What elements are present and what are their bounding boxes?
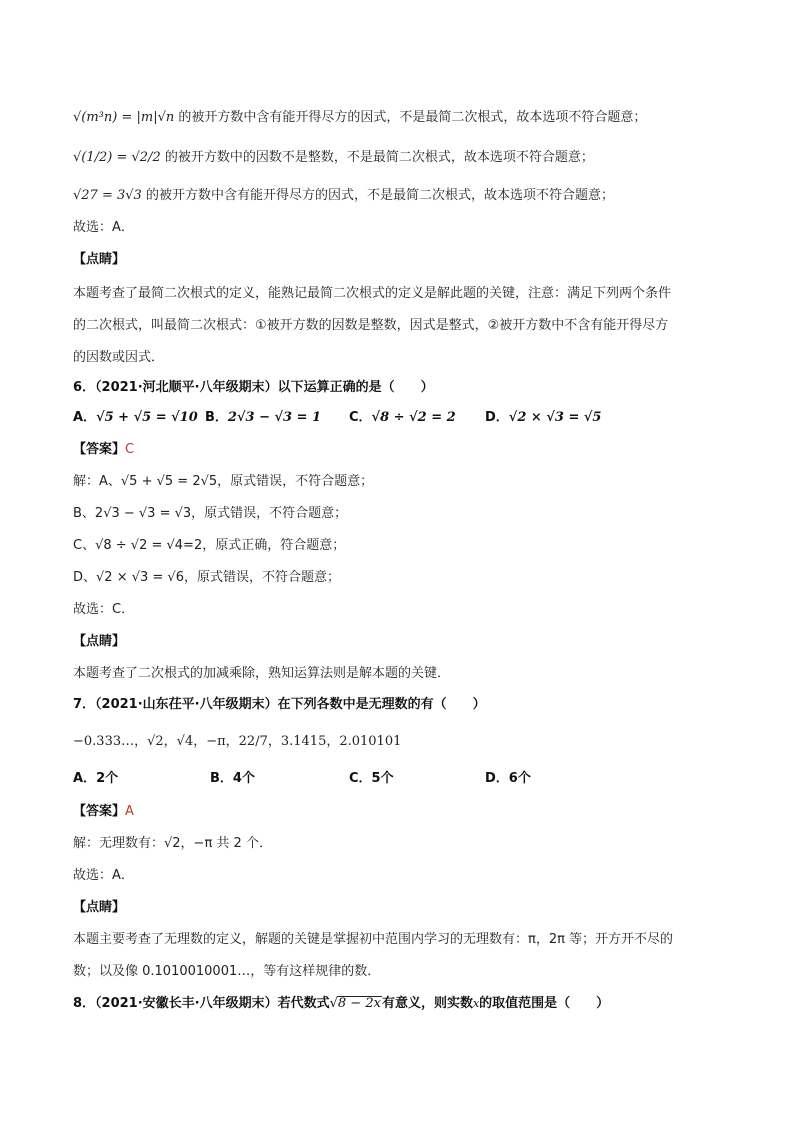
q5-option-c-explanation <box>73 150 594 166</box>
q7-option-a <box>73 771 118 787</box>
q6-comment: 本题考查了二次根式的加减乘除，熟知运算法则是解本题的关键． <box>73 666 451 681</box>
q6-option-c <box>349 410 499 426</box>
q8-stem-part-2: 有意义，则实数 <box>381 996 473 1011</box>
q6-answer <box>73 442 134 458</box>
q7-option-d-text: 6个 <box>508 771 531 786</box>
q6-solution-a: 解：A、√5 + √5 = 2√5，原式错误，不符合题意； <box>73 474 374 489</box>
q7-comment-line-1: 本题主要考查了无理数的定义，解题的关键是掌握初中范围内学习的无理数有：π，2π 等；开方开不尽的 <box>73 932 674 947</box>
q7-choice: 故选：A． <box>73 868 134 883</box>
q6-solution-d: D、√2 × √3 = √6，原式错误，不符合题意； <box>73 570 340 585</box>
q6-option-b-expr: 2√3 − √3 = 1 <box>227 410 322 425</box>
q8-variable: x <box>472 997 480 1010</box>
q7-answer <box>73 804 134 820</box>
q7-option-d <box>485 771 531 787</box>
q6-option-b-label: B． <box>205 410 228 425</box>
q5-b-expression: √(m³n) = |m|√n <box>73 110 175 125</box>
q6-stem: 6．（2021·河北顺平·八年级期末）以下运算正确的是（ ） <box>73 380 434 395</box>
q8-stem <box>73 996 609 1012</box>
q7-option-c <box>349 771 394 787</box>
q7-option-d-label: D． <box>485 771 509 786</box>
q5-choice: 故选：A． <box>73 220 134 235</box>
q7-answer-tag: 【答案】 <box>73 804 126 819</box>
q6-option-d <box>485 410 645 426</box>
q6-solution-c: C、√8 ÷ √2 = √4=2，原式正确，符合题意； <box>73 538 346 553</box>
q7-solution: 解：无理数有：√2，−π 共 2 个． <box>73 836 272 851</box>
q6-option-d-expr: √2 × √3 = √5 <box>508 410 602 425</box>
q5-c-text: 的被开方数中的因数不是整数，不是最简二次根式，故本选项不符合题意； <box>164 150 594 165</box>
q6-option-b <box>205 410 355 426</box>
q6-answer-tag: 【答案】 <box>73 442 126 457</box>
q6-option-a-label: A． <box>73 410 97 425</box>
q7-option-a-label: A． <box>73 771 97 786</box>
q8-stem-part-1: 8．（2021·安徽长丰·八年级期末）若代数式 <box>73 996 330 1011</box>
q5-comment-line-3: 的因数或因式． <box>73 350 165 365</box>
q6-option-a-expr: √5 + √5 = √10 <box>96 410 198 425</box>
q7-option-c-label: C． <box>349 771 372 786</box>
q6-option-d-label: D． <box>485 410 509 425</box>
q5-comment-line-1: 本题考查了最简二次根式的定义，能熟记最简二次根式的定义是解此题的关键，注意：满足下列两个条件 <box>73 286 672 301</box>
q6-solution-b: B、2√3 − √3 = √3，原式错误，不符合题意； <box>73 506 348 521</box>
q5-d-expression: √27 = 3√3 <box>73 188 142 203</box>
q6-choice: 故选：C． <box>73 602 135 617</box>
q7-answer-value: A <box>125 804 134 819</box>
q6-option-c-expr: √8 ÷ √2 = 2 <box>371 410 456 425</box>
q5-c-expression: √(1/2) = √2/2 <box>73 150 161 165</box>
q5-d-text: 的被开方数中含有能开得尽方的因式，不是最简二次根式，故本选项不符合题意； <box>145 188 614 203</box>
q6-answer-value: C <box>125 442 135 457</box>
q5-option-b-explanation <box>73 110 646 126</box>
q7-option-b <box>210 771 255 787</box>
q6-comment-tag: 【点睛】 <box>73 634 126 649</box>
q8-radicand: 8 − 2x <box>337 996 381 1011</box>
q7-option-b-text: 4个 <box>232 771 255 786</box>
q7-stem: 7．（2021·山东茌平·八年级期末）在下列各数中是无理数的有（ ） <box>73 697 486 712</box>
q5-b-text: 的被开方数中含有能开得尽方的因式，不是最简二次根式，故本选项不符合题意； <box>178 110 647 125</box>
q7-option-c-text: 5个 <box>371 771 394 786</box>
q5-comment-tag: 【点睛】 <box>73 252 126 267</box>
q7-option-b-label: B． <box>210 771 233 786</box>
q8-radical: √8 − 2x <box>329 996 381 1011</box>
q5-option-d-explanation <box>73 188 614 204</box>
q7-comment-line-2: 数；以及像 0.1010010001…，等有这样规律的数． <box>73 964 381 979</box>
q5-comment-line-2: 的二次根式，叫最简二次根式：①被开方数的因数是整数，因式是整式，②被开方数中不含有能开得尽方 <box>73 318 669 333</box>
q6-option-c-label: C． <box>349 410 372 425</box>
q8-stem-part-3: 的取值范围是（ ） <box>479 996 610 1011</box>
q7-numbers: −0.333…，√2，√4，−π，22/7，3.1415，2.010101 <box>73 734 402 749</box>
q7-option-a-text: 2个 <box>96 771 119 786</box>
q7-comment-tag: 【点睛】 <box>73 900 126 915</box>
